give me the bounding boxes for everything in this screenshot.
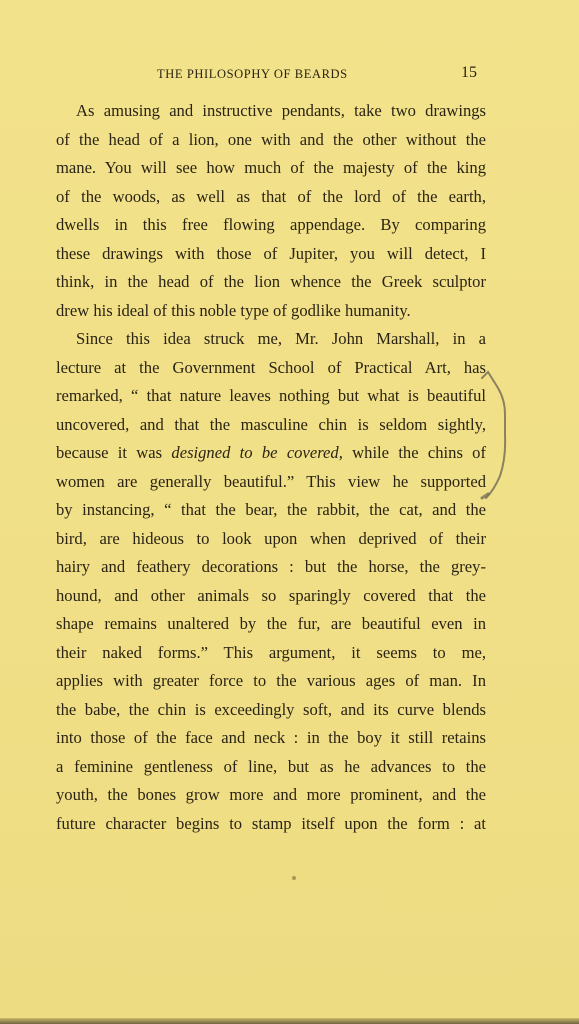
text-segment: because it was	[56, 443, 172, 462]
text-line: bird, are hideous to look upon when deprived of their	[56, 528, 486, 548]
text-line: women are generally beautiful.” This view he supported	[56, 471, 486, 491]
text-line-emphasis	[56, 439, 486, 468]
text-line: hound, and other animals so sparingly covered that the	[56, 585, 486, 605]
text-line: mane. You will see how much of the majesty of the king	[56, 158, 486, 177]
text-line: hairy and feathery decorations : but the horse, the grey-	[56, 557, 486, 576]
text-line: shape remains unaltered by the fur, are beautiful even in	[56, 614, 486, 633]
text-line: of the woods, as well as that of the lord of the earth,	[56, 186, 486, 206]
text-line: future character begins to stamp itself upon the form : at	[56, 813, 486, 833]
running-head	[0, 64, 579, 84]
text-line: As amusing and instructive pendants, take two drawings	[76, 101, 486, 120]
text-line: a feminine gentleness of line, but as he advances to the	[56, 756, 486, 776]
text-line: drew his ideal of this noble type of godlike humanity.	[56, 300, 411, 320]
text-line: these drawings with those of Jupiter, you will detect, I	[56, 243, 486, 263]
text-line: into those of the face and neck : in the boy it still retains	[56, 728, 486, 747]
text-line: by instancing, “ that the bear, the rabbit, the cat, and the	[56, 500, 486, 519]
text-line: lecture at the Government School of Practical Art, has	[56, 357, 486, 377]
page-bottom-edge	[0, 1018, 579, 1024]
body-text	[56, 97, 486, 838]
text-line: uncovered, and that the masculine chin is seldom sightly,	[56, 414, 486, 434]
text-line: think, in the head of the lion whence the Greek sculptor	[56, 272, 486, 291]
text-line: remarked, “ that nature leaves nothing but what is beautiful	[56, 386, 486, 405]
text-line: youth, the bones grow more and more prominent, and the	[56, 785, 486, 804]
text-line: their naked forms.” This argument, it seems to me,	[56, 642, 486, 662]
italic-phrase: designed to be covered,	[171, 443, 343, 462]
text-line: applies with greater force to the various ages of man. In	[56, 671, 486, 690]
running-head-title: THE PHILOSOPHY OF BEARDS	[157, 67, 348, 81]
pencil-bracket-icon	[478, 366, 518, 516]
text-line: the babe, the chin is exceedingly soft, and its curve blends	[56, 699, 486, 719]
page-number: 15	[461, 64, 477, 81]
text-line: dwells in this free flowing appendage. By comparing	[56, 215, 486, 234]
paper-speck	[292, 876, 296, 880]
text-segment: while the chins of	[342, 443, 487, 462]
text-line: of the head of a lion, one with and the other without the	[56, 129, 486, 149]
text-line: Since this idea struck me, Mr. John Marshall, in a	[76, 329, 486, 348]
